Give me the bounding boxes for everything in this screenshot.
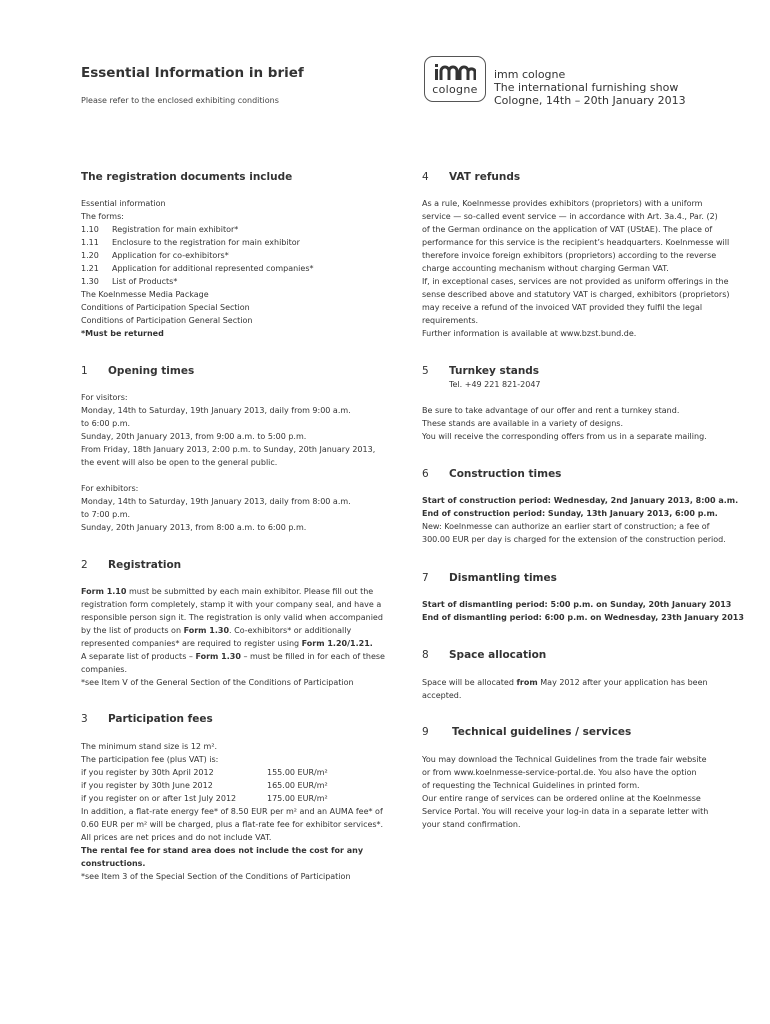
text-span: by the list of products on bbox=[81, 626, 184, 635]
text-line: Our entire range of services can be ordered online at the Koelnmesse bbox=[422, 794, 701, 803]
docs-list bbox=[81, 197, 314, 340]
section-1-heading bbox=[81, 365, 194, 377]
opening-times-text bbox=[81, 391, 375, 534]
text-span: represented companies* are required to register using bbox=[81, 639, 302, 648]
text-line: New: Koelnmesse can authorize an earlier start of construction; a fee of bbox=[422, 522, 710, 531]
section-6-heading bbox=[422, 468, 561, 480]
text-line: the event will also be open to the general public. bbox=[81, 458, 278, 467]
form-item bbox=[81, 275, 314, 288]
form-number: 1.30 bbox=[81, 277, 99, 286]
text-line: *see Item V of the General Section of the Conditions of Participation bbox=[81, 678, 354, 687]
text-line: The minimum stand size is 12 m². bbox=[81, 742, 218, 751]
text-line: or from www.koelnmesse-service-portal.de. You also have the option bbox=[422, 768, 697, 777]
text-line: For exhibitors: bbox=[81, 484, 139, 493]
imm-logo-mark bbox=[434, 64, 476, 80]
text-line: The participation fee (plus VAT) is: bbox=[81, 755, 219, 764]
form-ref: Form 1.30 bbox=[195, 652, 241, 661]
text-line bbox=[81, 585, 385, 598]
text-line: your stand confirmation. bbox=[422, 820, 521, 829]
section-number: 4 bbox=[422, 171, 429, 183]
docs-intro-line: The forms: bbox=[81, 212, 124, 221]
text-line: End of dismantling period: 6:00 p.m. on Wednesday, 23th January 2013 bbox=[422, 613, 744, 622]
text-line: Monday, 14th to Saturday, 19th January 2013, daily from 8:00 a.m. bbox=[81, 497, 351, 506]
show-info bbox=[494, 68, 686, 107]
space-allocation-text bbox=[422, 676, 708, 702]
text-line: of the German ordinance on the application of VAT (UStAE). The place of bbox=[422, 225, 713, 234]
show-name: imm cologne bbox=[494, 68, 566, 81]
form-name: Registration for main exhibitor* bbox=[112, 225, 239, 234]
turnkey-phone: Tel. +49 221 821-2047 bbox=[449, 380, 541, 389]
text-line: You may download the Technical Guidelines from the trade fair website bbox=[422, 755, 707, 764]
section-title: Construction times bbox=[449, 468, 562, 480]
form-item bbox=[81, 236, 314, 249]
text-span: May 2012 after your application has been bbox=[537, 678, 708, 687]
section-title: Opening times bbox=[108, 365, 195, 377]
docs-note: *Must be returned bbox=[81, 329, 164, 338]
form-number: 1.20 bbox=[81, 251, 99, 260]
text-line bbox=[81, 637, 385, 650]
text-line: of requesting the Technical Guidelines in printed form. bbox=[422, 781, 640, 790]
fee-row bbox=[81, 779, 383, 792]
page-subtitle: Please refer to the enclosed exhibiting conditions bbox=[81, 96, 279, 105]
section-4-heading bbox=[422, 171, 520, 183]
construction-text bbox=[422, 494, 738, 546]
section-title: Registration bbox=[108, 559, 182, 571]
section-7-heading bbox=[422, 572, 557, 584]
form-item bbox=[81, 249, 314, 262]
section-3-heading bbox=[81, 713, 213, 725]
section-title: VAT refunds bbox=[449, 171, 521, 183]
text-span: A separate list of products – bbox=[81, 652, 196, 661]
text-span: Space will be allocated bbox=[422, 678, 517, 687]
text-line: companies. bbox=[81, 665, 127, 674]
form-name: Application for additional represented companies* bbox=[112, 264, 314, 273]
text-line: For visitors: bbox=[81, 393, 128, 402]
docs-extra-line: The Koelnmesse Media Package bbox=[81, 290, 209, 299]
section-title: Turnkey stands bbox=[449, 365, 540, 377]
section-number: 1 bbox=[81, 365, 88, 377]
docs-extra-line: Conditions of Participation General Section bbox=[81, 316, 253, 325]
text-line: If, in exceptional cases, services are not provided as uniform offerings in the bbox=[422, 277, 729, 286]
text-line: Monday, 14th to Saturday, 19th January 2013, daily from 9:00 a.m. bbox=[81, 406, 351, 415]
form-item bbox=[81, 262, 314, 275]
docs-heading: The registration documents include bbox=[81, 171, 293, 183]
fee-row bbox=[81, 792, 383, 805]
section-number: 6 bbox=[422, 468, 429, 480]
fee-value: 175.00 EUR/m² bbox=[267, 794, 328, 803]
form-name: Enclosure to the registration for main exhibitor bbox=[112, 238, 300, 247]
text-line bbox=[422, 676, 708, 689]
text-line: All prices are net prices and do not include VAT. bbox=[81, 833, 272, 842]
section-number: 7 bbox=[422, 572, 429, 584]
form-ref: Form 1.30 bbox=[183, 626, 230, 635]
section-number: 2 bbox=[81, 559, 88, 571]
section-5-heading bbox=[422, 365, 539, 377]
text-line: requirements. bbox=[422, 316, 479, 325]
text-line: constructions. bbox=[81, 859, 146, 868]
text-line: responsible person sign it. The registration is only valid when accompanied bbox=[81, 613, 383, 622]
text-line: In addition, a flat-rate energy fee* of 8.50 EUR per m² and an AUMA fee* of bbox=[81, 807, 383, 816]
imm-logo bbox=[424, 56, 486, 102]
blank-line bbox=[81, 469, 375, 482]
text-line: Service Portal. You will receive your log-in data in a separate letter with bbox=[422, 807, 709, 816]
form-item bbox=[81, 223, 314, 236]
text-line: charge accounting mechanism without charging German VAT. bbox=[422, 264, 669, 273]
text-line: may receive a refund of the invoiced VAT provided they fulfil the legal bbox=[422, 303, 703, 312]
text-line: From Friday, 18th January 2013, 2:00 p.m. to Sunday, 20th January 2013, bbox=[81, 445, 376, 454]
section-title: Participation fees bbox=[108, 713, 213, 725]
text-line: Be sure to take advantage of our offer and rent a turnkey stand. bbox=[422, 406, 680, 415]
section-title: Technical guidelines / services bbox=[452, 726, 632, 738]
text-line: to 7:00 p.m. bbox=[81, 510, 131, 519]
form-name: Application for co-exhibitors* bbox=[112, 251, 229, 260]
text-span: – must be filled in for each of these bbox=[240, 652, 385, 661]
section-title: Space allocation bbox=[449, 649, 547, 661]
form-ref: Form 1.20/1.21. bbox=[301, 639, 373, 648]
technical-text bbox=[422, 753, 708, 831]
text-line: sense described above and statutory VAT is charged, exhibitors (proprietors) bbox=[422, 290, 730, 299]
text-line: service — so-called event service — in accordance with Art. 3a.4., Par. (2) bbox=[422, 212, 718, 221]
section-8-heading bbox=[422, 649, 546, 661]
text-line: These stands are available in a variety of designs. bbox=[422, 419, 623, 428]
fees-text bbox=[81, 740, 383, 883]
text-line: Sunday, 20th January 2013, from 8:00 a.m. to 6:00 p.m. bbox=[81, 523, 307, 532]
text-span: . Co-exhibitors* or additionally bbox=[229, 626, 352, 635]
form-ref: Form 1.10 bbox=[81, 587, 127, 596]
text-line: performance for this service is the recipient’s headquarters. Koelnmesse will bbox=[422, 238, 730, 247]
logo-wordmark: cologne bbox=[432, 83, 478, 96]
text-line: Start of construction period: Wednesday, 2nd January 2013, 8:00 a.m. bbox=[422, 496, 739, 505]
fee-value: 155.00 EUR/m² bbox=[267, 768, 328, 777]
text-line: You will receive the corresponding offers from us in a separate mailing. bbox=[422, 432, 707, 441]
fee-label: if you register on or after 1st July 2012 bbox=[81, 794, 237, 803]
section-number: 5 bbox=[422, 365, 429, 377]
text-line: The rental fee for stand area does not include the cost for any bbox=[81, 846, 364, 855]
text-line: Sunday, 20th January 2013, from 9:00 a.m. to 5:00 p.m. bbox=[81, 432, 307, 441]
text-span: from bbox=[516, 678, 538, 687]
form-number: 1.11 bbox=[81, 238, 99, 247]
text-line: As a rule, Koelnmesse provides exhibitors (proprietors) with a uniform bbox=[422, 199, 703, 208]
form-name: List of Products* bbox=[112, 277, 178, 286]
text-line: accepted. bbox=[422, 691, 462, 700]
text-line: Further information is available at www.bzst.bund.de. bbox=[422, 329, 637, 338]
fee-label: if you register by 30th June 2012 bbox=[81, 781, 213, 790]
text-line: to 6:00 p.m. bbox=[81, 419, 131, 428]
text-span: must be submitted by each main exhibitor. Please fill out the bbox=[126, 587, 374, 596]
text-line bbox=[81, 624, 385, 637]
text-line: 0.60 EUR per m² will be charged, plus a flat-rate fee for exhibitor services*. bbox=[81, 820, 384, 829]
fee-label: if you register by 30th April 2012 bbox=[81, 768, 214, 777]
fee-row bbox=[81, 766, 383, 779]
section-number: 8 bbox=[422, 649, 429, 661]
text-line: Start of dismantling period: 5:00 p.m. on Sunday, 20th January 2013 bbox=[422, 600, 732, 609]
text-line: registration form completely, stamp it with your company seal, and have a bbox=[81, 600, 382, 609]
text-line: 300.00 EUR per day is charged for the extension of the construction period. bbox=[422, 535, 726, 544]
section-number: 3 bbox=[81, 713, 88, 725]
text-line: *see Item 3 of the Special Section of the Conditions of Participation bbox=[81, 872, 351, 881]
section-2-heading bbox=[81, 559, 181, 571]
fee-value: 165.00 EUR/m² bbox=[267, 781, 328, 790]
vat-text bbox=[422, 197, 730, 340]
text-line: End of construction period: Sunday, 13th January 2013, 6:00 p.m. bbox=[422, 509, 718, 518]
section-title: Dismantling times bbox=[449, 572, 557, 584]
dismantling-text bbox=[422, 598, 744, 624]
registration-text bbox=[81, 585, 385, 689]
text-line: therefore invoice foreign exhibitors (proprietors) according to the reverse bbox=[422, 251, 717, 260]
turnkey-text bbox=[422, 404, 707, 443]
form-number: 1.21 bbox=[81, 264, 99, 273]
docs-intro-line: Essential information bbox=[81, 199, 166, 208]
docs-extra-line: Conditions of Participation Special Section bbox=[81, 303, 250, 312]
show-description: The international furnishing show bbox=[494, 81, 679, 94]
show-dates: Cologne, 14th – 20th January 2013 bbox=[494, 94, 686, 107]
section-number: 9 bbox=[422, 726, 429, 738]
page-title: Essential Information in brief bbox=[81, 65, 304, 81]
form-number: 1.10 bbox=[81, 225, 99, 234]
text-line bbox=[81, 650, 385, 663]
section-9-heading bbox=[422, 726, 631, 738]
